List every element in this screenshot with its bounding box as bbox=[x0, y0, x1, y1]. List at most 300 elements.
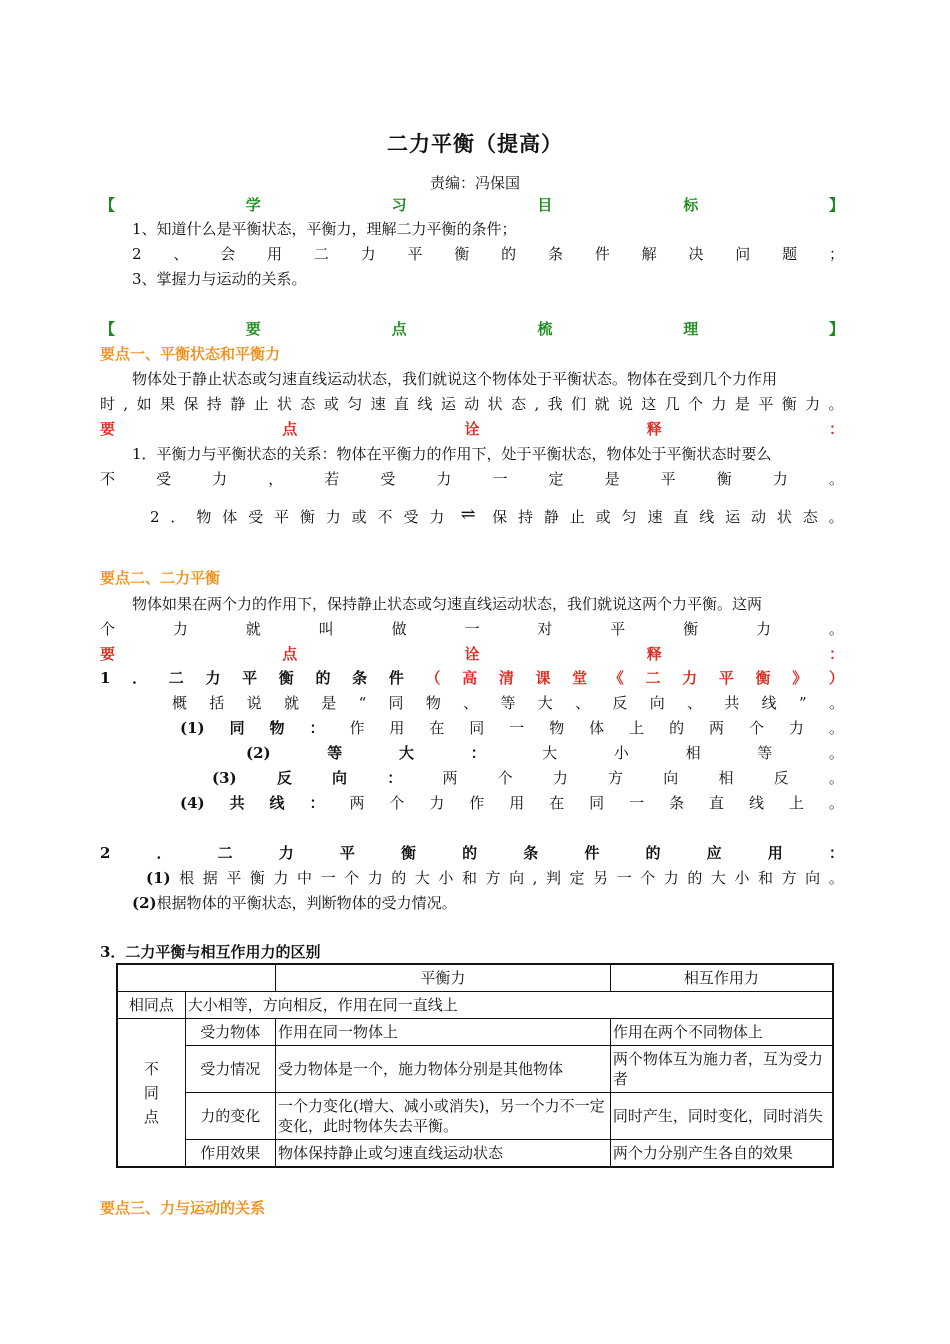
text-char: 时 bbox=[100, 395, 116, 413]
text-char: 力 bbox=[772, 470, 788, 488]
page-title: 二力平衡（提高） bbox=[387, 131, 563, 156]
condition-opposite bbox=[212, 767, 844, 789]
text-char: 《 bbox=[608, 669, 624, 687]
text-char: 应 bbox=[706, 844, 722, 862]
text-char: 个 bbox=[100, 620, 116, 638]
text-char: 不 bbox=[377, 508, 393, 526]
text-char: 方 bbox=[608, 769, 624, 787]
table-row-same bbox=[117, 992, 833, 1019]
text-char: 相 bbox=[718, 769, 734, 787]
text-char: 在 bbox=[429, 719, 445, 737]
header-balance-force: 平衡力 bbox=[275, 964, 610, 992]
goals-header-char: 标 bbox=[683, 196, 699, 214]
text-char: 向 bbox=[649, 694, 665, 712]
text-char: 状 bbox=[277, 395, 293, 413]
text-char: 物 bbox=[269, 719, 285, 737]
text-char: 物 bbox=[425, 694, 441, 712]
application-2 bbox=[132, 892, 844, 914]
text-char: 同 bbox=[469, 719, 485, 737]
text-char: 方 bbox=[485, 869, 501, 887]
text-char: （ bbox=[425, 669, 441, 687]
text-char: 、 bbox=[463, 694, 479, 712]
text-char: ． bbox=[132, 669, 148, 687]
text-char: 高 bbox=[462, 669, 478, 687]
text-char: 做 bbox=[391, 620, 407, 638]
application-2-label: (2) bbox=[132, 894, 157, 912]
bracket-open: 【 bbox=[100, 320, 116, 338]
point2-para-line2 bbox=[100, 618, 844, 640]
condition-summary bbox=[172, 692, 844, 714]
text-char: 条 bbox=[352, 669, 368, 687]
text-char: 衡 bbox=[299, 508, 315, 526]
text-char: 反 bbox=[276, 769, 292, 787]
balance-cell: 物体保持静止或匀速直线运动状态 bbox=[275, 1140, 610, 1168]
text-char: 就 bbox=[245, 620, 261, 638]
text-char: 堂 bbox=[572, 669, 588, 687]
text-char: 件 bbox=[388, 669, 404, 687]
application-1-label: (1) bbox=[146, 869, 171, 887]
point2-para-line1: 物体如果在两个力的作用下，保持静止状态或匀速直线运动状态，我们就说这两个力平衡。这两 bbox=[132, 595, 763, 613]
text-char: 要 bbox=[100, 420, 116, 438]
text-char: ： bbox=[387, 769, 403, 787]
text-char: 等 bbox=[327, 744, 343, 762]
text-char: 受 bbox=[380, 470, 396, 488]
text-char: 平 bbox=[758, 395, 774, 413]
text-char: 力 bbox=[682, 669, 698, 687]
text-char: 上 bbox=[788, 794, 804, 812]
text-char: 2 bbox=[132, 245, 142, 263]
text-char: 概 bbox=[172, 694, 188, 712]
condition-equal-size bbox=[246, 742, 844, 764]
text-char: 、 bbox=[575, 694, 591, 712]
aspect-cell: 作用效果 bbox=[185, 1140, 275, 1168]
goal-item-1: 1、知道什么是平衡状态，平衡力，理解二力平衡的条件； bbox=[132, 220, 517, 238]
text-char: 一 bbox=[509, 719, 525, 737]
text-char: ） bbox=[828, 669, 844, 687]
point3-heading: 要点三、力与运动的关系 bbox=[100, 1199, 266, 1217]
text-char: 衡 bbox=[454, 245, 470, 263]
balance-cell: 一个力变化(增大、减小或消失)，另一个力不一定变化，此时物体失去平衡。 bbox=[275, 1093, 610, 1140]
text-char: 二 bbox=[217, 844, 233, 862]
equilibrium-arrow-icon: ⇌ bbox=[460, 504, 476, 525]
text-char: 的 bbox=[687, 869, 703, 887]
text-char: ： bbox=[828, 844, 844, 862]
text-char: 的 bbox=[645, 844, 661, 862]
text-char: 衡 bbox=[278, 669, 294, 687]
text-char: 平 bbox=[718, 669, 734, 687]
text-char: 力 bbox=[663, 869, 679, 887]
text-char: 小 bbox=[613, 744, 629, 762]
text-char: 线 bbox=[269, 794, 285, 812]
text-char: 就 bbox=[594, 395, 610, 413]
text-char: 作 bbox=[469, 794, 485, 812]
text-char: 受 bbox=[156, 470, 172, 488]
text-char: 中 bbox=[297, 869, 313, 887]
bracket-open: 【 bbox=[100, 196, 116, 214]
text-char: 用 bbox=[389, 719, 405, 737]
text-char: 线 bbox=[748, 794, 764, 812]
text-char: 件 bbox=[584, 844, 600, 862]
aspect-cell: 受力情况 bbox=[185, 1046, 275, 1093]
text-char: 释 bbox=[646, 645, 662, 663]
point1-heading: 要点一、平衡状态和平衡力 bbox=[100, 345, 281, 363]
text-char: 平 bbox=[407, 245, 423, 263]
text-char: 括 bbox=[209, 694, 225, 712]
text-char: 直 bbox=[673, 508, 689, 526]
text-char: 点 bbox=[282, 645, 298, 663]
diff-label-cell: 不 同 点 bbox=[117, 1019, 185, 1168]
text-char: 作 bbox=[349, 719, 365, 737]
text-char: 匀 bbox=[347, 395, 363, 413]
text-char: , bbox=[534, 395, 540, 413]
text-char: 线 bbox=[761, 694, 777, 712]
text-char: 平 bbox=[273, 508, 289, 526]
text-char: 同 bbox=[388, 694, 404, 712]
text-char: 点 bbox=[282, 420, 298, 438]
text-char: 止 bbox=[569, 508, 585, 526]
text-char: 小 bbox=[734, 869, 750, 887]
text-char: 1 bbox=[100, 669, 111, 687]
text-char: 大 bbox=[542, 744, 558, 762]
text-char: 我 bbox=[547, 395, 563, 413]
text-char: 的 bbox=[669, 719, 685, 737]
aspect-cell: 受力物体 bbox=[185, 1019, 275, 1046]
text-char: 速 bbox=[647, 508, 663, 526]
text-char: 平 bbox=[339, 844, 355, 862]
text-char: 力 bbox=[212, 470, 228, 488]
text-char: 说 bbox=[617, 395, 633, 413]
text-char: 2 bbox=[100, 844, 111, 862]
goals-header-char: 目 bbox=[537, 196, 553, 214]
text-char: ． bbox=[170, 508, 186, 526]
text-char: 衡 bbox=[755, 669, 771, 687]
text-char: 。 bbox=[828, 794, 844, 812]
text-char: 个 bbox=[640, 869, 656, 887]
text-char: 平 bbox=[242, 669, 258, 687]
author-line: 责编：冯保国 bbox=[429, 174, 520, 192]
point1-explain-1-line1: 1．平衡力与平衡状态的关系：物体在平衡力的作用下，处于平衡状态，物体处于平衡状态时要么 bbox=[132, 445, 772, 463]
text-char: 释 bbox=[646, 420, 662, 438]
difference-heading: 3．二力平衡与相互作用力的区别 bbox=[100, 943, 321, 961]
text-char: ： bbox=[470, 744, 486, 762]
text-char: 判 bbox=[545, 869, 561, 887]
text-char: 运 bbox=[725, 508, 741, 526]
text-char: 。 bbox=[828, 694, 844, 712]
text-char: 衡 bbox=[716, 470, 732, 488]
text-char: 体 bbox=[589, 719, 605, 737]
text-char: 力 bbox=[711, 395, 727, 413]
goal-item-2 bbox=[132, 243, 844, 265]
text-char: 保 bbox=[183, 395, 199, 413]
text-char: 和 bbox=[758, 869, 774, 887]
text-char: 一 bbox=[629, 794, 645, 812]
interaction-cell: 两个物体互为施力者，互为受力者 bbox=[610, 1046, 833, 1093]
text-char: 件 bbox=[594, 245, 610, 263]
text-char: 等 bbox=[500, 694, 516, 712]
text-char: 定 bbox=[548, 470, 564, 488]
text-char: 如 bbox=[136, 395, 152, 413]
text-char: 一 bbox=[616, 869, 632, 887]
text-char: 在 bbox=[549, 794, 565, 812]
text-char: 同 bbox=[589, 794, 605, 812]
text-char: 的 bbox=[315, 669, 331, 687]
text-char: 共 bbox=[724, 694, 740, 712]
text-char: 。 bbox=[828, 620, 844, 638]
text-char: 大 bbox=[414, 869, 430, 887]
text-char: 决 bbox=[688, 245, 704, 263]
text-char: 方 bbox=[781, 869, 797, 887]
text-char: 同 bbox=[229, 719, 245, 737]
text-char: 力 bbox=[205, 669, 221, 687]
text-char: 一 bbox=[492, 470, 508, 488]
text-char: 持 bbox=[206, 395, 222, 413]
text-char: 速 bbox=[370, 395, 386, 413]
text-char: 二 bbox=[168, 669, 184, 687]
text-char: (3) bbox=[212, 769, 237, 787]
text-char: 线 bbox=[417, 395, 433, 413]
text-char: 用 bbox=[267, 245, 283, 263]
point1-explain-1-line2 bbox=[100, 468, 844, 490]
application-heading bbox=[100, 842, 844, 864]
text-char: 力 bbox=[436, 470, 452, 488]
text-char: 力 bbox=[367, 869, 383, 887]
text-char: 共 bbox=[229, 794, 245, 812]
text-char: 题 bbox=[782, 245, 798, 263]
text-char: 几 bbox=[664, 395, 680, 413]
goals-header-char: 习 bbox=[391, 196, 407, 214]
table-row bbox=[117, 1046, 833, 1093]
text-char: , bbox=[532, 869, 538, 887]
text-char: 的 bbox=[501, 245, 517, 263]
interaction-cell: 作用在两个不同物体上 bbox=[610, 1019, 833, 1046]
text-char: (2) bbox=[246, 744, 271, 762]
text-char: 。 bbox=[828, 395, 844, 413]
text-char: 清 bbox=[498, 669, 514, 687]
text-char: ： bbox=[309, 794, 325, 812]
text-char: 的 bbox=[391, 869, 407, 887]
text-char: 。 bbox=[828, 719, 844, 737]
text-char: 持 bbox=[517, 508, 533, 526]
text-char: 受 bbox=[403, 508, 419, 526]
text-char: (4) bbox=[180, 794, 205, 812]
text-char: 力 bbox=[325, 508, 341, 526]
text-char: “ bbox=[358, 694, 367, 712]
text-char: 匀 bbox=[621, 508, 637, 526]
text-char: 力 bbox=[429, 508, 445, 526]
text-char: 果 bbox=[159, 395, 175, 413]
text-char: 一 bbox=[464, 620, 480, 638]
text-char: 相 bbox=[685, 744, 701, 762]
text-char: ： bbox=[828, 645, 844, 663]
text-char: 解 bbox=[641, 245, 657, 263]
text-char: 衡 bbox=[249, 869, 265, 887]
text-char: 两 bbox=[442, 769, 458, 787]
outline-header-char: 要 bbox=[245, 320, 261, 338]
text-char: 就 bbox=[283, 694, 299, 712]
text-char: 、 bbox=[687, 694, 703, 712]
text-char: 是 bbox=[604, 470, 620, 488]
text-char: 力 bbox=[278, 844, 294, 862]
text-char: 个 bbox=[497, 769, 513, 787]
text-char: 问 bbox=[735, 245, 751, 263]
point1-explain-heading bbox=[100, 418, 844, 440]
text-char: 状 bbox=[776, 508, 792, 526]
text-char: 等 bbox=[757, 744, 773, 762]
text-char: 用 bbox=[767, 844, 783, 862]
text-char: 运 bbox=[440, 395, 456, 413]
text-char: 力 bbox=[805, 395, 821, 413]
text-char: 力 bbox=[360, 245, 376, 263]
same-text-cell: 大小相等，方向相反，作用在同一直线上 bbox=[185, 992, 833, 1019]
text-char: 叫 bbox=[318, 620, 334, 638]
text-char: 二 bbox=[645, 669, 661, 687]
text-char: 。 bbox=[828, 508, 844, 526]
text-char: 动 bbox=[751, 508, 767, 526]
text-char: 态 bbox=[511, 395, 527, 413]
text-char: , bbox=[123, 395, 129, 413]
text-char: 力 bbox=[273, 869, 289, 887]
text-char: 力 bbox=[552, 769, 568, 787]
text-char: 或 bbox=[595, 508, 611, 526]
goal-item-3: 3、掌握力与运动的关系。 bbox=[132, 270, 307, 288]
point1-para-line1: 物体处于静止状态或匀速直线运动状态，我们就说这个物体处于平衡状态。物体在受到几个力作用 bbox=[132, 370, 778, 388]
text-char: 、 bbox=[173, 245, 189, 263]
text-char: 静 bbox=[230, 395, 246, 413]
text-char: 条 bbox=[547, 245, 563, 263]
text-char: 会 bbox=[220, 245, 236, 263]
goals-header bbox=[100, 194, 844, 216]
text-char: 诠 bbox=[464, 420, 480, 438]
point2-heading: 要点二、二力平衡 bbox=[100, 569, 221, 587]
text-char: 是 bbox=[321, 694, 337, 712]
balance-cell: 作用在同一物体上 bbox=[275, 1019, 610, 1046]
text-char: 物 bbox=[549, 719, 565, 737]
text-char: 。 bbox=[828, 869, 844, 887]
text-char: 和 bbox=[461, 869, 477, 887]
text-char: 》 bbox=[792, 669, 808, 687]
bracket-close: 】 bbox=[828, 320, 844, 338]
text-char: 力 bbox=[172, 620, 188, 638]
text-char: 大 bbox=[710, 869, 726, 887]
text-char: 线 bbox=[699, 508, 715, 526]
text-char: 上 bbox=[629, 719, 645, 737]
text-char: 体 bbox=[222, 508, 238, 526]
text-char: 一 bbox=[320, 869, 336, 887]
text-char: 反 bbox=[612, 694, 628, 712]
text-char: 课 bbox=[535, 669, 551, 687]
text-char: 小 bbox=[438, 869, 454, 887]
goals-header-char: 学 bbox=[245, 196, 261, 214]
text-char: 反 bbox=[773, 769, 789, 787]
text-char: 。 bbox=[828, 470, 844, 488]
text-char: ； bbox=[828, 245, 844, 263]
text-char: 。 bbox=[828, 744, 844, 762]
outline-header-char: 梳 bbox=[537, 320, 553, 338]
text-char: 定 bbox=[569, 869, 585, 887]
application-2-text: 根据物体的平衡状态，判断物体的受力情况。 bbox=[156, 894, 457, 912]
text-char: ： bbox=[309, 719, 325, 737]
text-char: 或 bbox=[323, 395, 339, 413]
text-char: 平 bbox=[226, 869, 242, 887]
text-char: 或 bbox=[351, 508, 367, 526]
interaction-cell: 同时产生，同时变化，同时消失 bbox=[610, 1093, 833, 1140]
text-char: 诠 bbox=[464, 645, 480, 663]
bracket-close: 】 bbox=[828, 196, 844, 214]
comparison-table bbox=[116, 963, 834, 1168]
table-row bbox=[117, 1093, 833, 1140]
text-char: ， bbox=[268, 470, 284, 488]
text-char: 条 bbox=[523, 844, 539, 862]
text-char: 二 bbox=[313, 245, 329, 263]
text-char: 个 bbox=[389, 794, 405, 812]
text-char: 不 bbox=[100, 470, 116, 488]
condition-same-object bbox=[180, 717, 844, 739]
interaction-cell: 两个力分别产生各自的效果 bbox=[610, 1140, 833, 1168]
table-row bbox=[117, 1019, 833, 1046]
text-char: 力 bbox=[756, 620, 772, 638]
text-char: 用 bbox=[509, 794, 525, 812]
table-row bbox=[117, 1140, 833, 1168]
text-char: 大 bbox=[398, 744, 414, 762]
text-char: 直 bbox=[709, 794, 725, 812]
text-char: 衡 bbox=[401, 844, 417, 862]
text-char: ． bbox=[156, 844, 172, 862]
condition-heading bbox=[100, 667, 844, 689]
text-char: 向 bbox=[332, 769, 348, 787]
text-char: 受 bbox=[248, 508, 264, 526]
text-char: 说 bbox=[246, 694, 262, 712]
text-char: 这 bbox=[641, 395, 657, 413]
text-char: 直 bbox=[394, 395, 410, 413]
text-char: 向 bbox=[663, 769, 679, 787]
table-corner-cell bbox=[117, 964, 275, 992]
text-char: 平 bbox=[660, 470, 676, 488]
text-char: 另 bbox=[593, 869, 609, 887]
text-char: 是 bbox=[734, 395, 750, 413]
text-char: 个 bbox=[344, 869, 360, 887]
text-char: 态 bbox=[802, 508, 818, 526]
outline-header bbox=[100, 318, 844, 340]
text-char: 。 bbox=[828, 769, 844, 787]
text-char: 个 bbox=[688, 395, 704, 413]
text-char: 条 bbox=[669, 794, 685, 812]
text-char: ” bbox=[798, 694, 807, 712]
text-char: 平 bbox=[610, 620, 626, 638]
text-char: 物 bbox=[196, 508, 212, 526]
text-char: 若 bbox=[324, 470, 340, 488]
condition-collinear bbox=[180, 792, 844, 814]
text-char: 对 bbox=[537, 620, 553, 638]
text-char: 力 bbox=[429, 794, 445, 812]
text-char: (1) bbox=[180, 719, 205, 737]
aspect-cell: 力的变化 bbox=[185, 1093, 275, 1140]
text-char: ： bbox=[828, 420, 844, 438]
text-char: 力 bbox=[788, 719, 804, 737]
text-char: 根 bbox=[179, 869, 195, 887]
table-header-row bbox=[117, 964, 833, 992]
outline-header-char: 理 bbox=[683, 320, 699, 338]
point1-explain-2 bbox=[150, 506, 844, 528]
text-char: 衡 bbox=[683, 620, 699, 638]
outline-header-char: 点 bbox=[391, 320, 407, 338]
text-char: 的 bbox=[462, 844, 478, 862]
text-char: 个 bbox=[748, 719, 764, 737]
text-char: 两 bbox=[349, 794, 365, 812]
same-label-cell: 相同点 bbox=[117, 992, 185, 1019]
text-char: 态 bbox=[300, 395, 316, 413]
point2-explain-heading bbox=[100, 643, 844, 665]
text-char: 状 bbox=[487, 395, 503, 413]
